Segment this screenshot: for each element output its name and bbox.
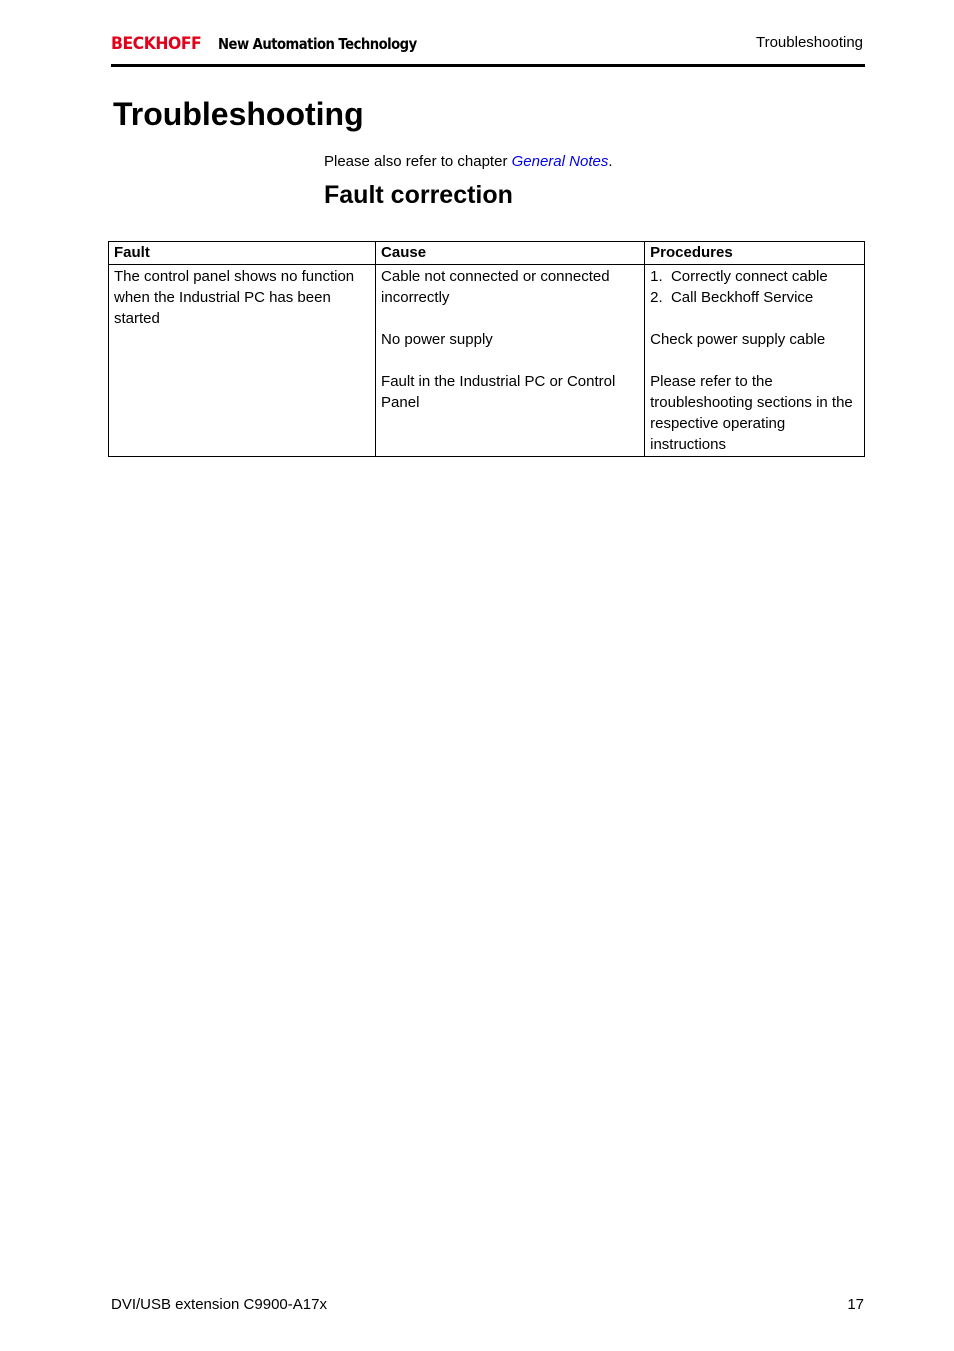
column-header-fault: Fault — [109, 242, 376, 265]
procedure-spacer — [650, 308, 859, 329]
cause-cell — [376, 265, 645, 457]
section-title: Fault correction — [324, 181, 513, 209]
procedure-2: Check power supply cable — [650, 331, 826, 348]
logo-tagline: New Automation Technology — [217, 35, 417, 53]
general-notes-link[interactable]: General Notes — [511, 153, 609, 170]
procedure-1-step-2: 2. Call Beckhoff Service — [650, 289, 814, 306]
cause-spacer — [381, 308, 639, 329]
beckhoff-logo — [111, 34, 443, 54]
table-row — [109, 265, 865, 457]
procedure-spacer — [650, 350, 859, 371]
column-header-procedures: Procedures — [645, 242, 865, 265]
procedures-cell — [645, 265, 865, 457]
intro-suffix: . — [608, 153, 613, 170]
cause-spacer — [381, 350, 639, 371]
procedure-3: Please refer to the troubleshooting sections in the respective operating instructions — [650, 373, 853, 453]
footer-page-number: 17 — [847, 1296, 864, 1313]
column-header-cause: Cause — [376, 242, 645, 265]
cause-1: Cable not connected or connected incorrectly — [381, 268, 610, 306]
page-title: Troubleshooting — [113, 96, 364, 132]
intro-text — [324, 153, 613, 170]
table-header-row — [109, 242, 865, 265]
page-header — [111, 30, 865, 67]
procedure-1-step-1: 1. Correctly connect cable — [650, 268, 828, 285]
cause-3: Fault in the Industrial PC or Control Panel — [381, 373, 616, 411]
logo-brand: BECKHOFF — [111, 34, 202, 54]
cause-2: No power supply — [381, 331, 493, 348]
fault-text: The control panel shows no function when the Industrial PC has been started — [114, 268, 355, 327]
fault-cell — [109, 265, 376, 457]
intro-prefix: Please also refer to chapter — [324, 153, 512, 170]
header-section-name: Troubleshooting — [755, 34, 863, 51]
footer-document-name: DVI/USB extension C9900-A17x — [111, 1296, 327, 1313]
fault-correction-table — [108, 241, 865, 457]
